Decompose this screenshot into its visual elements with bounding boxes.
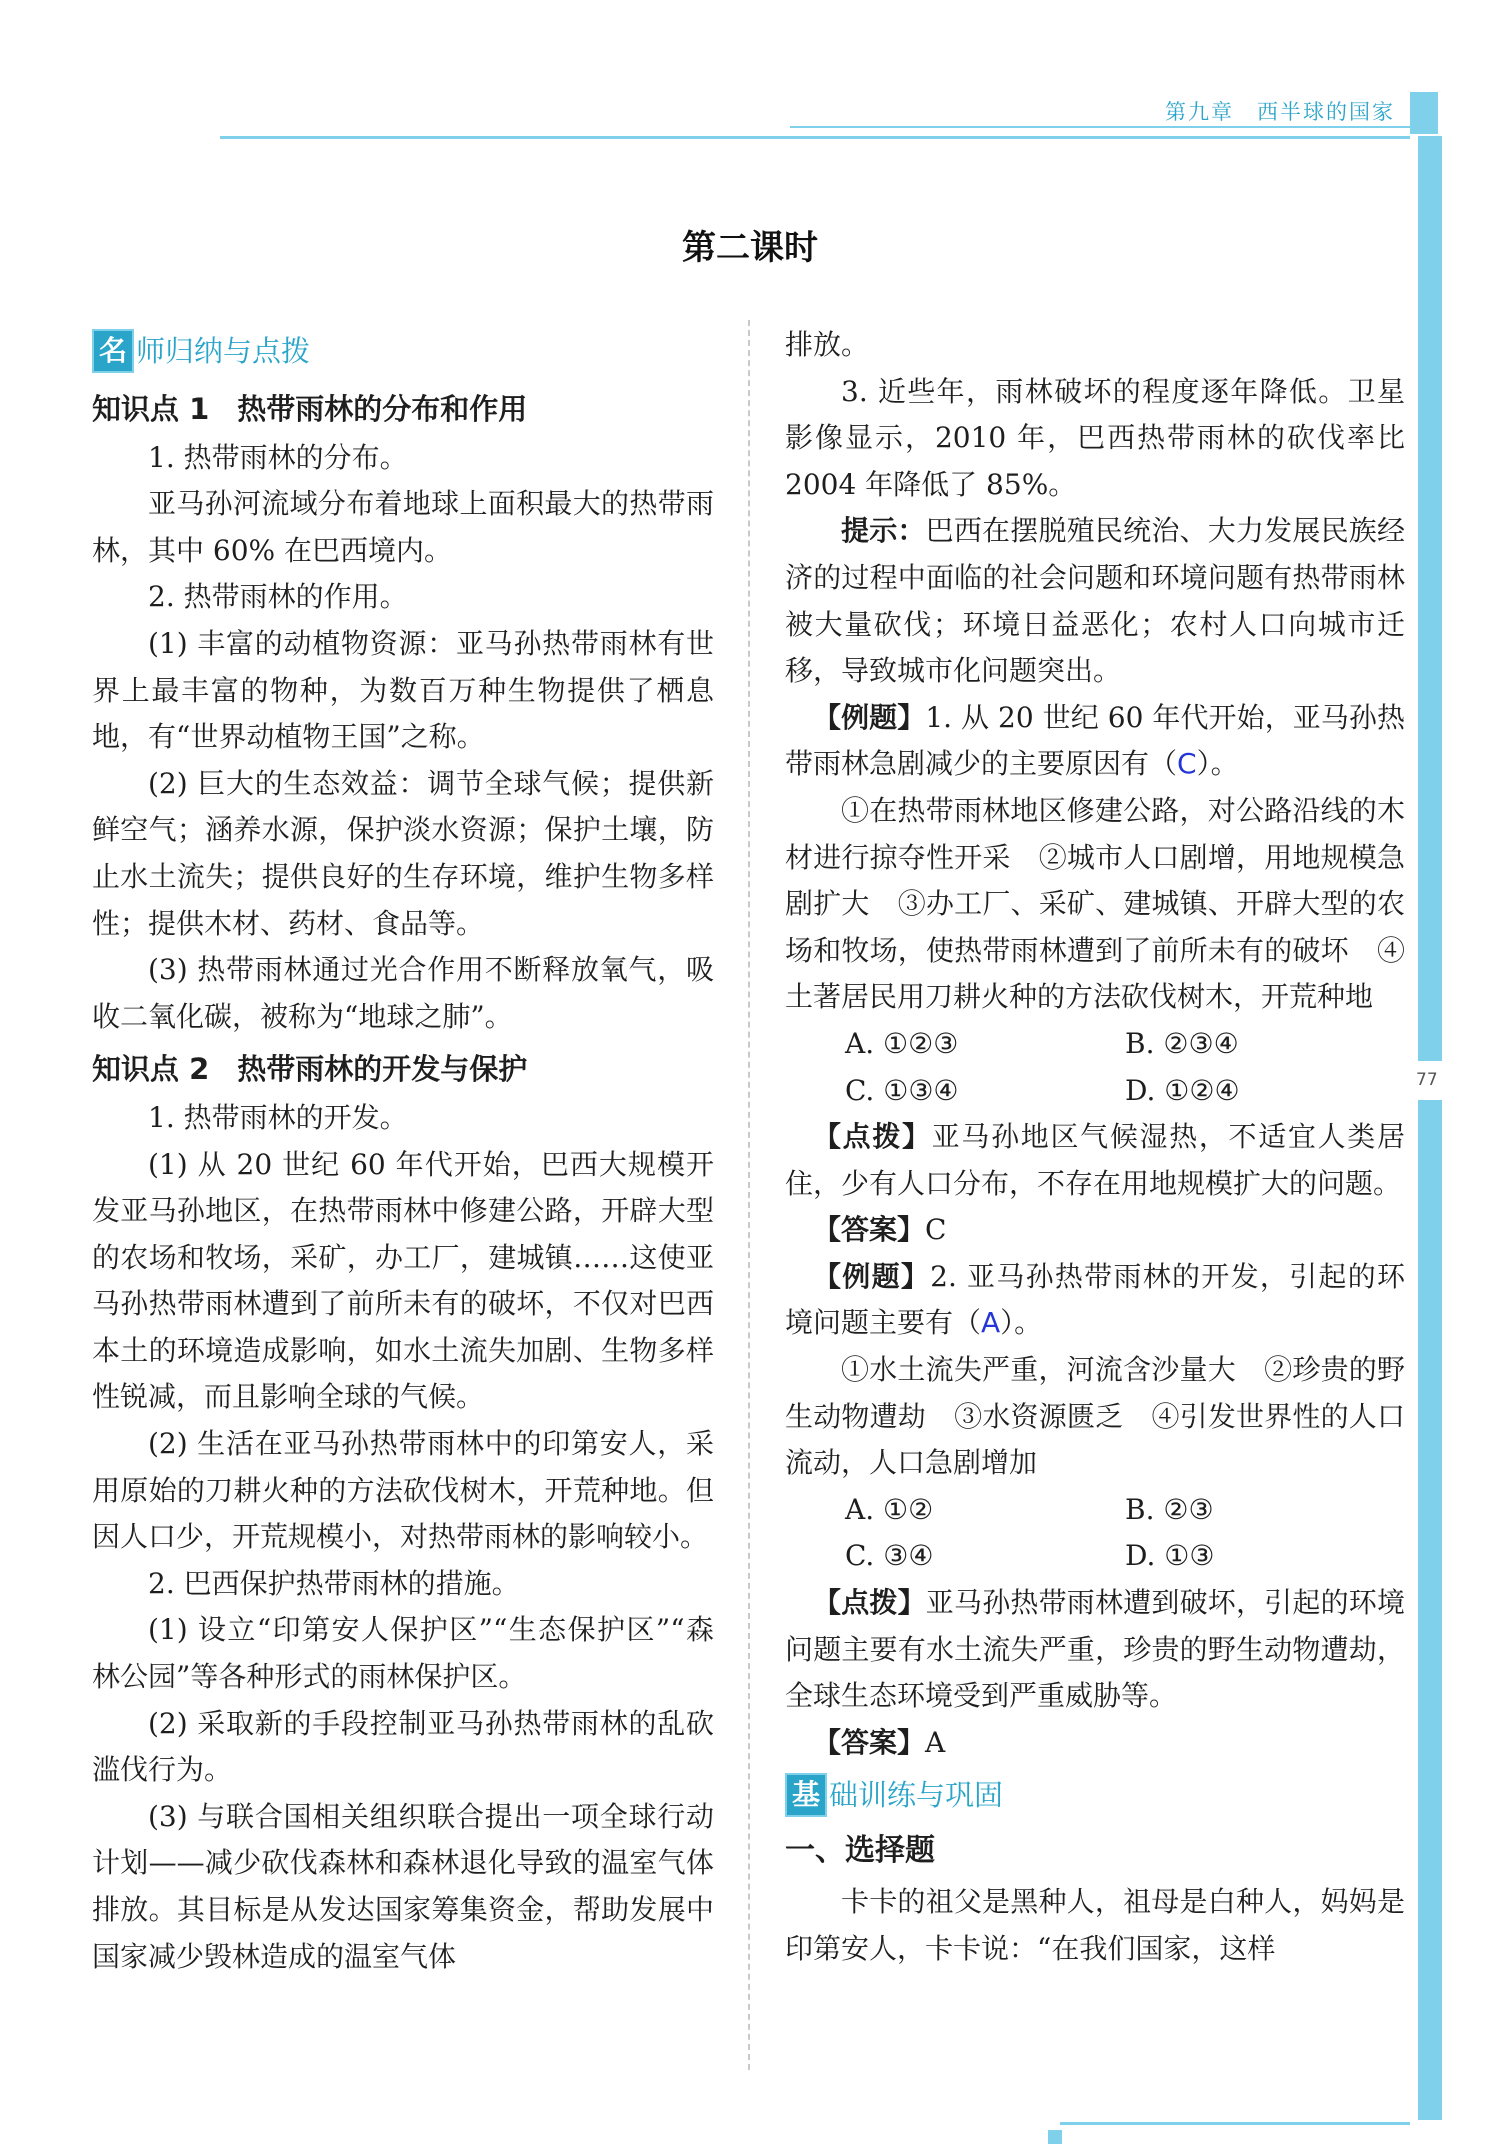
paragraph: 排放。 [785,328,870,361]
section-badge: 基 [785,1773,827,1817]
paragraph: (1) 丰富的动植物资源：亚马孙热带雨林有世界上最丰富的物种，为数百万种生物提供了栖息地，有“世界动植物王国”之称。 [92,626,714,754]
example-2-options [785,1533,1405,1580]
paragraph: 1. 热带雨林的分布。 [148,440,408,474]
footer-rule [1060,2122,1410,2125]
paragraph: 3. 近些年，雨林破坏的程度逐年降低。卫星影像显示，2010 年，巴西热带雨林的砍伐率比 2004 年降低了 85%。 [785,374,1405,501]
left-column [92,322,714,1980]
page-number: 77 [1416,1070,1438,1090]
kp-label: 知识点 1 [92,392,210,426]
example-2-answer [785,1720,1405,1767]
example-2-question [785,1254,1405,1347]
answer-label: 【答案】 [813,1725,926,1759]
example-1-question [785,695,1405,788]
kp-title: 热带雨林的开发与保护 [237,1052,528,1087]
example-2-hint [785,1580,1405,1720]
header-tab [1410,92,1438,134]
knowledge-point-2 [92,1046,714,1093]
answer-text: C [925,1213,947,1247]
tip-label: 提示： [841,514,926,548]
hint-text: 亚马孙地区气候湿热，不适宜人类居住，少有人口分布，不存在用地规模扩大的问题。 [785,1120,1405,1200]
answer-mark: A [981,1306,1001,1340]
header-rule [220,136,1410,139]
example-text-close: ）。 [1196,747,1239,781]
exercise-heading: 一、选择题 [785,1833,935,1869]
paragraph: (1) 从 20 世纪 60 年代开始，巴西大规模开发亚马孙地区，在热带雨林中修建公路，开辟大型的农场和牧场，采矿，办工厂，建城镇……这使亚马孙热带雨林遭到了前所未有的破坏，不仅对巴西本土的环境造成影响，如水土流失加剧、生物多样性锐减，而且影响全球的气候。 [92,1147,714,1414]
paragraph: (1) 设立“印第安人保护区”“生态保护区”“森林公园”等各种形式的雨林保护区。 [92,1613,714,1694]
edge-band-bottom [1418,1100,1442,2120]
hint-label: 【点拨】 [813,1586,926,1620]
example-text: 1. 从 20 世纪 60 年代开始，亚马孙热带雨林急剧减少的主要原因有（ [785,700,1405,781]
example-text: 2. 亚马孙热带雨林的开发，引起的环境问题主要有（ [785,1259,1405,1340]
example-1-options [785,1068,1405,1115]
paragraph: (3) 热带雨林通过光合作用不断释放氧气，吸收二氧化碳，被称为“地球之肺”。 [92,953,714,1033]
column-divider [748,320,750,2070]
page-title: 第二课时 [682,228,818,268]
option: C. ①③④ [845,1073,959,1107]
answer-mark: C [1177,747,1197,781]
kp-title: 热带雨林的分布和作用 [237,392,528,426]
kp-label: 知识点 2 [92,1052,210,1087]
paragraph: 亚马孙河流域分布着地球上面积最大的热带雨林，其中 60% 在巴西境内。 [92,487,714,567]
option: D. ①③ [1125,1539,1215,1573]
hint-label: 【点拨】 [813,1120,932,1154]
chapter-header: 第九章 西半球的国家 [1165,100,1395,124]
example-2-options [785,1487,1405,1534]
option: B. ②③ [1125,1492,1214,1526]
option: B. ②③④ [1125,1026,1239,1060]
paragraph: 1. 热带雨林的开发。 [148,1100,408,1134]
knowledge-point-1 [92,386,714,433]
example-text-close: ）。 [1000,1306,1043,1340]
footer-square [1048,2130,1062,2144]
example-label: 【例题】 [813,1259,931,1293]
answer-label: 【答案】 [813,1213,926,1247]
header-rule-upper [790,126,1410,128]
option: A. ①② [845,1492,934,1526]
paragraph: 卡卡的祖父是黑种人，祖母是白种人，妈妈是印第安人，卡卡说：“在我们国家，这样 [785,1885,1405,1965]
tip-text: 巴西在摆脱殖民统治、大力发展民族经济的过程中面临的社会问题和环境问题有热带雨林被大量砍伐；环境日益恶化；农村人口向城市迁移，导致城市化问题突出。 [785,514,1405,688]
example-1-hint [785,1114,1405,1207]
section-badge: 名 [92,329,134,373]
section-title: 础训练与巩固 [829,1778,1004,1813]
example-2-items: ①水土流失严重，河流含沙量大 ②珍贵的野生动物遭劫 ③水资源匮乏 ④引发世界性的人口流动，人口急剧增加 [785,1353,1405,1480]
option: A. ①②③ [845,1026,959,1060]
example-1-items: ①在热带雨林地区修建公路，对公路沿线的木材进行掠夺性开采 ②城市人口剧增，用地规模急剧扩大 ③办工厂、采矿、建城镇、开辟大型的农场和牧场，使热带雨林遭到了前所未有的破坏 ④土著居民用刀耕火种的方法砍伐树木，开荒种地 [785,793,1405,1014]
paragraph: 2. 热带雨林的作用。 [148,580,408,614]
paragraph: (2) 采取新的手段控制亚马孙热带雨林的乱砍滥伐行为。 [92,1706,714,1787]
paragraph: (2) 生活在亚马孙热带雨林中的印第安人，采用原始的刀耕火种的方法砍伐树木，开荒种地。但因人口少，开荒规模小，对热带雨林的影响较小。 [92,1427,714,1554]
example-1-answer [785,1207,1405,1254]
section-heading-basic [785,1766,1405,1824]
example-label: 【例题】 [813,700,926,734]
section-title: 师归纳与点拨 [136,333,311,368]
paragraph: 2. 巴西保护热带雨林的措施。 [148,1566,520,1600]
option: C. ③④ [845,1539,934,1573]
answer-text: A [925,1725,946,1759]
paragraph: (3) 与联合国相关组织联合提出一项全球行动计划——减少砍伐森林和森林退化导致的温室气体排放。其目标是从发达国家筹集资金，帮助发展中国家减少毁林造成的温室气体 [92,1799,714,1973]
hint-text: 亚马孙热带雨林遭到破坏，引起的环境问题主要有水土流失严重，珍贵的野生动物遭劫，全球生态环境受到严重威胁等。 [785,1586,1405,1713]
example-1-options [785,1021,1405,1068]
section-heading-teacher [92,322,714,380]
right-column [785,322,1405,1972]
tip-paragraph [785,508,1405,694]
option: D. ①②④ [1125,1073,1240,1107]
paragraph: (2) 巨大的生态效益：调节全球气候；提供新鲜空气；涵养水源，保护淡水资源；保护土壤，防止水土流失；提供良好的生存环境，维护生物多样性；提供木材、药材、食品等。 [92,766,714,940]
edge-band-top [1418,136,1442,1061]
